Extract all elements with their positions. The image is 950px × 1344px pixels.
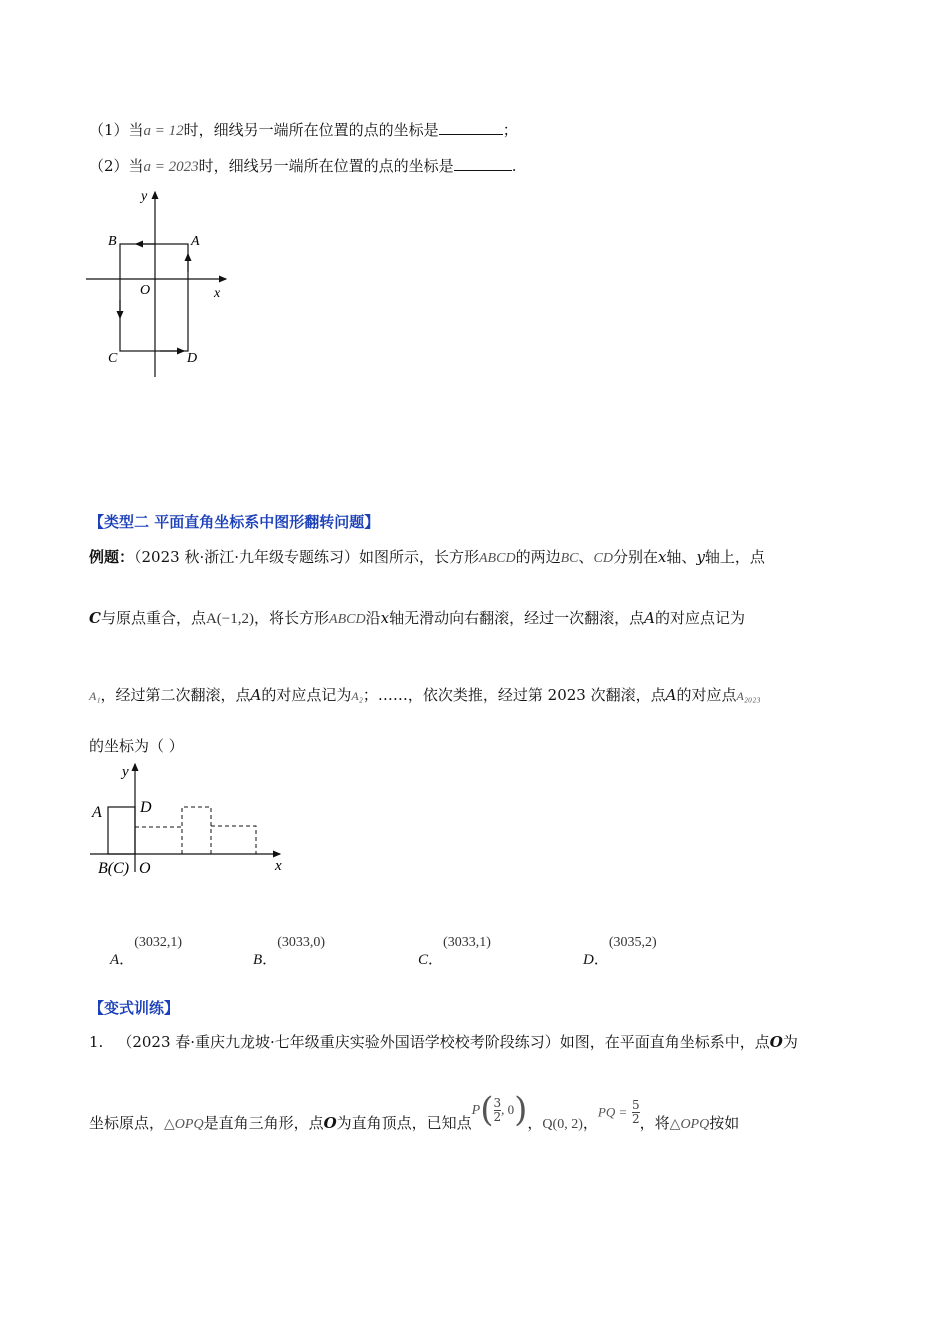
exercise-1-line-1 [89, 1031, 798, 1052]
triangle-opq-2: △OPQ [669, 1117, 710, 1132]
point-a1: A₁ [89, 689, 101, 703]
example-l3-text-2: 的对应点记为 [261, 686, 352, 704]
fig2-label-a: A [92, 804, 102, 821]
rect-abcd-2: ABCD [329, 612, 366, 627]
exercise-1-text-2: 为 [782, 1033, 798, 1051]
fig2-rectangle-abcd [108, 807, 135, 854]
option-d[interactable]: D．(3035,2) [583, 935, 657, 968]
section-practice-title: 【变式训练】 [89, 999, 180, 1017]
rect-abcd: ABCD [479, 551, 516, 566]
example-line-4: 的坐标为（ ） [89, 737, 184, 755]
part-2 [89, 155, 516, 176]
example-l2-text-2: ，将长方形 [254, 609, 330, 627]
pq-num: 5 [632, 1097, 640, 1112]
example-text-1: 的两边 [515, 548, 561, 566]
p-fraction [494, 1097, 502, 1124]
comma-1: ， [527, 1114, 543, 1132]
fig2-label-bc: B(C) [98, 860, 130, 877]
exercise-1-line-2 [89, 1090, 740, 1144]
option-b-letter: B [253, 952, 263, 968]
x-axis-name: x [657, 548, 667, 566]
exercise-1-source: （2023 春·重庆九龙坡·七年级重庆实验外国语学校校考阶段练习）如图，在平面直角坐标系中，点 [117, 1033, 770, 1051]
option-b[interactable]: B．(3033,0) [253, 935, 326, 968]
side-cd: CD [593, 551, 613, 566]
fig2-roll-3 [211, 826, 256, 854]
option-a-value: (3032,1) [134, 935, 183, 950]
figure-rolling-rectangle [84, 760, 294, 882]
example-text-3: 轴、 [666, 548, 697, 566]
side-bc: BC [560, 551, 579, 566]
option-c-letter: C [418, 952, 429, 968]
pq-label: PQ = [597, 1104, 628, 1119]
part-1-math: a = 12 [143, 123, 184, 139]
example-source: （2023 秋·浙江·九年级专题练习）如图所示，长方形 [134, 548, 479, 566]
exercise-1-text-last: 按如 [709, 1114, 740, 1132]
answer-blank-1[interactable] [439, 120, 503, 135]
p-num: 3 [493, 1095, 502, 1110]
part-1-text: 时，细线另一端所在位置的点的坐标是 [183, 121, 439, 139]
option-a[interactable]: A．(3032,1) [110, 935, 183, 968]
answer-blank-2[interactable] [454, 156, 512, 171]
example-l2-text-1: 与原点重合，点 [100, 609, 206, 627]
point-c: C [89, 609, 101, 627]
part-2-number: （2）当 [89, 157, 144, 175]
fig1-label-c: C [108, 351, 118, 366]
example-line-2 [89, 607, 745, 628]
exercise-1-l2-text-2: 是直角三角形，点 [203, 1114, 324, 1132]
point-q: Q(0, 2) [542, 1117, 583, 1132]
example-text-2: 分别在 [612, 548, 658, 566]
exercise-1-l2-text-3: 为直角顶点，已知点 [336, 1114, 472, 1132]
separator: 、 [578, 548, 594, 566]
option-c-value: (3033,1) [443, 935, 491, 950]
point-a-4: A [665, 686, 677, 704]
part-2-math: a = 2023 [143, 159, 199, 175]
fig2-label-d: D [140, 799, 152, 816]
option-a-letter: A [110, 952, 120, 968]
part-2-text: 时，细线另一端所在位置的点的坐标是 [198, 157, 454, 175]
pq-fraction [632, 1099, 640, 1126]
fig2-roll-2 [182, 807, 211, 854]
point-a2023: A₂₀₂₃ [736, 689, 761, 703]
example-label: 例题： [89, 548, 135, 566]
pq-den: 2 [632, 1111, 640, 1126]
point-o-1: O [769, 1033, 783, 1051]
exercise-1-number: 1. [89, 1033, 104, 1051]
point-p-label: P [471, 1103, 481, 1118]
fig1-label-o: O [140, 283, 151, 298]
part-2-end: . [511, 157, 517, 175]
triangle-opq: △OPQ [164, 1117, 204, 1132]
fig1-rectangle [120, 244, 188, 351]
exercise-1-text-end: ，将 [639, 1114, 670, 1132]
p-rest: , 0 [501, 1102, 515, 1117]
fig1-label-b: B [108, 234, 117, 249]
point-a2: A₂ [351, 689, 363, 703]
y-axis-name: y [696, 548, 705, 566]
part-1 [89, 119, 518, 140]
part-1-end: ； [502, 121, 518, 139]
option-d-value: (3035,2) [608, 935, 657, 950]
exercise-1-l2-text-1: 坐标原点， [89, 1114, 165, 1132]
p-den: 2 [493, 1109, 502, 1124]
point-a-2: A [644, 609, 655, 627]
fig2-label-o: O [139, 860, 151, 877]
example-l2-text-3: 沿 [365, 609, 381, 627]
fig1-label-d: D [187, 351, 198, 366]
example-l3-text-3: ；……，依次类推，经过第 2023 次翻滚，点 [362, 686, 666, 704]
example-text-4: 轴上，点 [704, 548, 765, 566]
part-1-number: （1）当 [89, 121, 144, 139]
pq-length [598, 1099, 640, 1126]
example-line-1 [89, 546, 765, 567]
fig2-label-y: y [122, 764, 129, 780]
figure-rectangle-path [80, 182, 240, 382]
point-o-2: O [323, 1114, 337, 1132]
example-l3-text-1: ，经过第二次翻滚，点 [100, 686, 251, 704]
comma-2: ， [582, 1114, 598, 1132]
example-line-3 [89, 684, 761, 705]
example-l2-text-4: 轴无滑动向右翻滚，经过一次翻滚，点 [389, 609, 645, 627]
point-a-coord: A(−1,2) [205, 611, 255, 627]
x-axis-name-2: x [380, 609, 390, 627]
fig2-label-x: x [275, 858, 282, 874]
section-type-2-title: 【类型二 平面直角坐标系中图形翻转问题】 [89, 513, 380, 531]
fig1-label-a: A [191, 234, 200, 249]
example-l3-text-4: 的对应点 [676, 686, 737, 704]
point-p: $P(\frac{3}{2}$, 0) [471, 1090, 528, 1130]
point-a-3: A [250, 686, 262, 704]
option-c[interactable]: C．(3033,1) [418, 935, 491, 968]
option-d-letter: D [583, 952, 594, 968]
example-l2-text-5: 的对应点记为 [654, 609, 745, 627]
fig2-roll-1 [135, 827, 182, 854]
fig1-label-x: x [214, 286, 221, 301]
option-b-value: (3033,0) [277, 935, 326, 950]
fig1-label-y: y [141, 189, 148, 204]
